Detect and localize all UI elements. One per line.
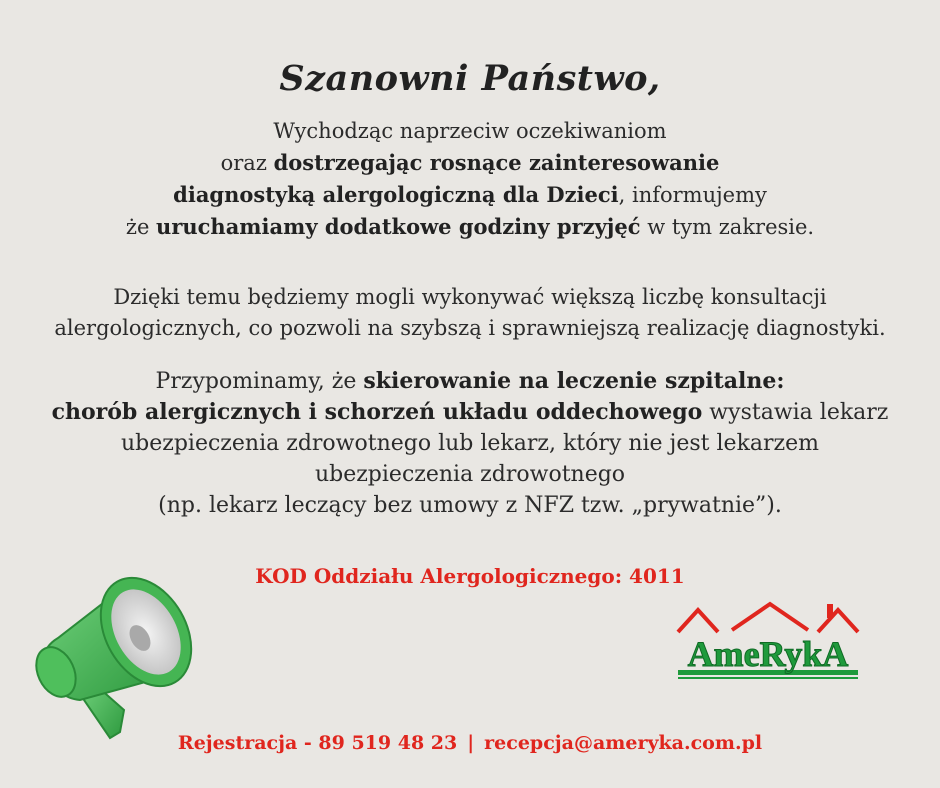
benefit-line-2: alergologicznych, co pozwoli na szybszą i sprawniejszą realizację diagnostyki. <box>54 316 886 340</box>
benefit-paragraph <box>0 282 940 344</box>
contact-footer <box>0 732 940 754</box>
ameryka-logo <box>672 600 864 682</box>
reminder-line-1: Przypominamy, że skierowanie na leczenie szpitalne: <box>155 368 785 394</box>
reminder-line-3: ubezpieczenia zdrowotnego lub lekarz, który nie jest lekarzem <box>120 431 820 456</box>
department-code: KOD Oddziału Alergologicznego: 4011 <box>255 564 685 588</box>
intro-line-1: Wychodząc naprzeciw oczekiwaniom <box>273 119 667 143</box>
reminder-line-4: ubezpieczenia zdrowotnego <box>314 462 626 487</box>
registration-phone[interactable]: Rejestracja - 89 519 48 23 <box>177 732 458 754</box>
intro-line-2: oraz dostrzegając rosnące zainteresowanie <box>220 150 720 175</box>
footer-separator: | <box>467 732 475 754</box>
intro-line-3: diagnostyką alergologiczną dla Dzieci, informujemy <box>173 182 767 207</box>
benefit-line-1: Dzięki temu będziemy mogli wykonywać większą liczbę konsultacji <box>113 285 827 309</box>
logo-text: AmeRykA <box>687 634 849 674</box>
intro-line-4: że uruchamiamy dodatkowe godziny przyjęć w tym zakresie. <box>125 214 815 239</box>
megaphone-icon <box>28 560 198 750</box>
reminder-paragraph <box>0 366 940 521</box>
reminder-line-5: (np. lekarz leczący bez umowy z NFZ tzw. „prywatnie”). <box>158 493 782 518</box>
page-title: Szanowni Państwo, <box>279 58 661 99</box>
intro-paragraph <box>0 116 940 243</box>
email-link[interactable]: recepcja@ameryka.com.pl <box>484 732 763 754</box>
reminder-line-2: chorób alergicznych i schorzeń układu oddechowego wystawia lekarz <box>51 399 889 425</box>
